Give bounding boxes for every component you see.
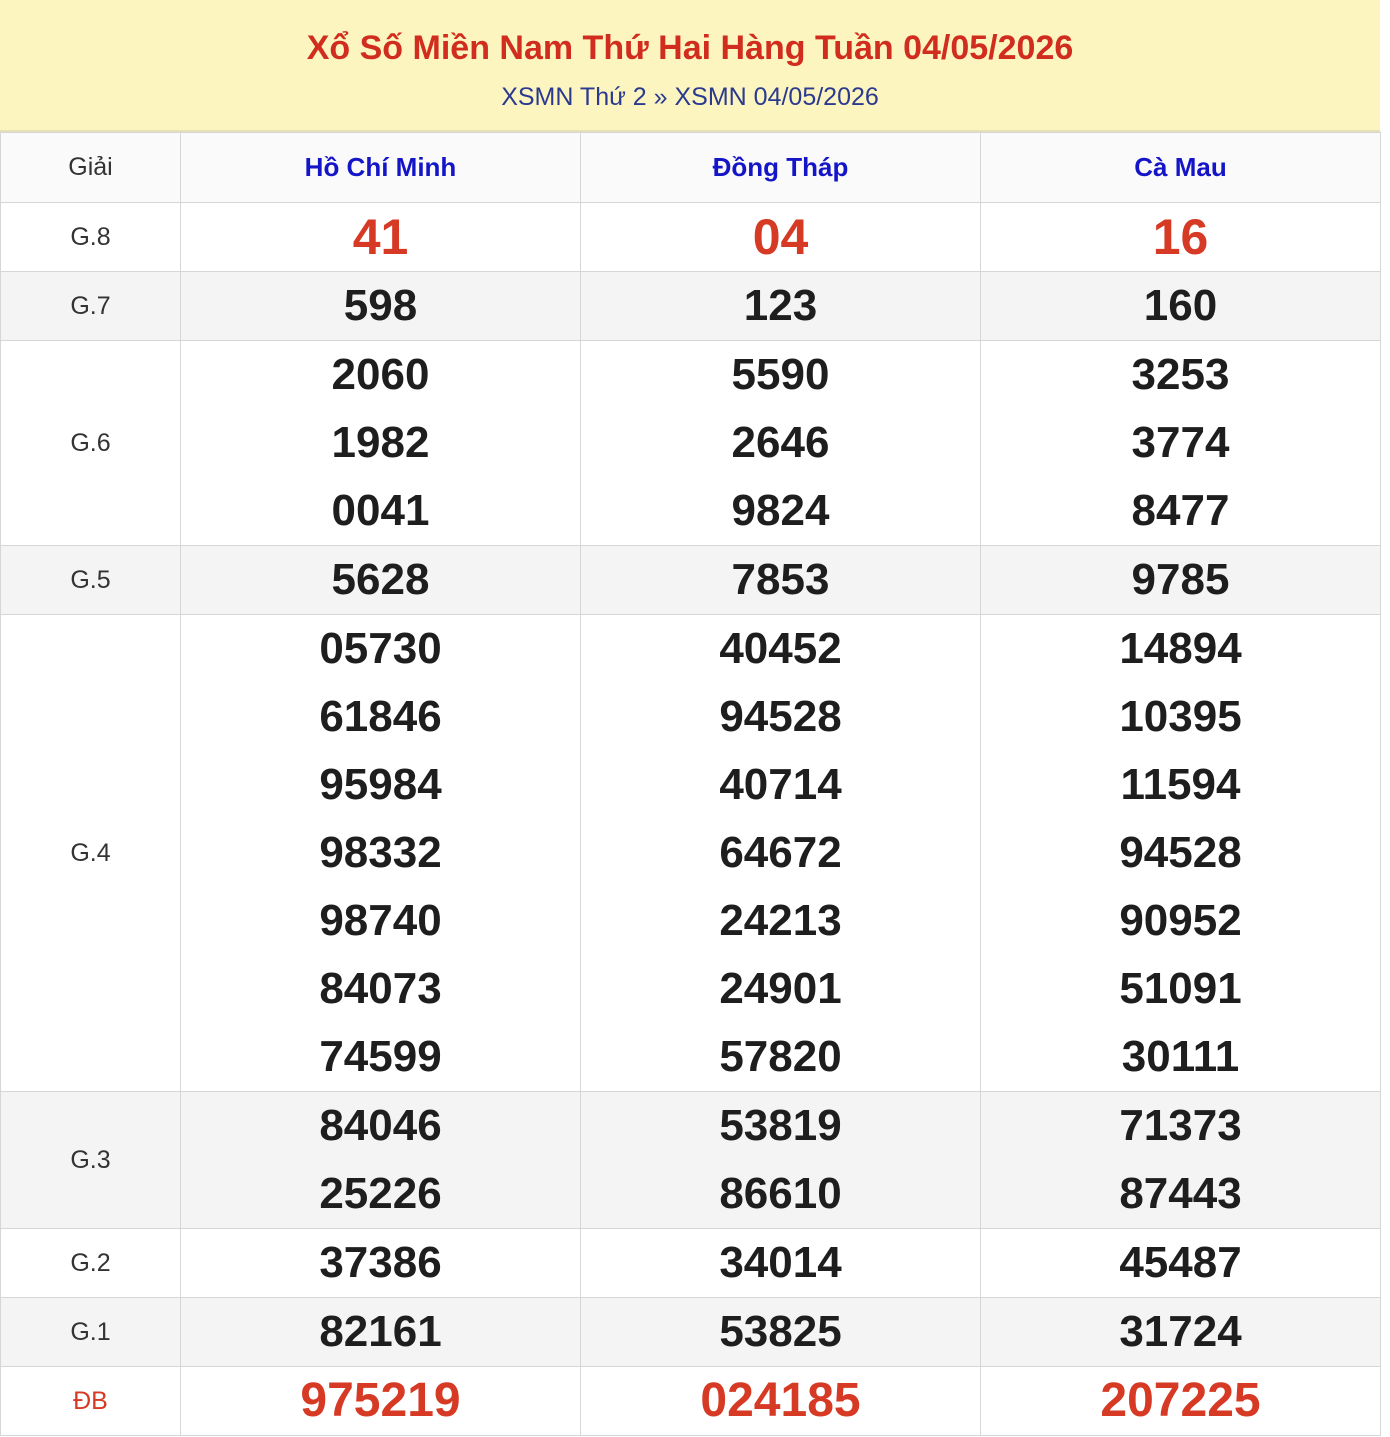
prize-cell — [981, 546, 1381, 615]
prize-number: 94528 — [719, 692, 842, 741]
prize-number: 9824 — [731, 486, 830, 535]
prize-cell — [181, 1298, 581, 1367]
prize-label: G.5 — [1, 546, 181, 615]
prize-cell — [181, 1367, 581, 1436]
prize-cell — [181, 546, 581, 615]
breadcrumb-link-date[interactable]: XSMN 04/05/2026 — [674, 83, 879, 111]
prize-number: 11594 — [1120, 760, 1241, 809]
prize-cell — [981, 203, 1381, 272]
prize-number: 04 — [752, 209, 809, 265]
prize-cell — [181, 615, 581, 1092]
column-header-prize: Giải — [1, 133, 181, 203]
prize-number: 2060 — [331, 350, 430, 399]
prize-cell — [981, 1092, 1381, 1229]
prize-number: 84046 — [319, 1101, 442, 1150]
prize-number: 94528 — [1119, 828, 1242, 877]
prize-number: 87443 — [1119, 1169, 1242, 1218]
prize-number: 5628 — [331, 555, 430, 604]
prize-label: ĐB — [1, 1367, 181, 1436]
prize-label: G.4 — [1, 615, 181, 1092]
column-header-province[interactable]: Đồng Tháp — [581, 133, 981, 203]
table-row — [1, 203, 1381, 272]
prize-cell — [181, 272, 581, 341]
prize-number: 95984 — [319, 760, 442, 809]
prize-number: 2646 — [731, 418, 830, 467]
prize-number: 8477 — [1131, 486, 1230, 535]
prize-cell — [981, 1367, 1381, 1436]
prize-cell — [581, 1367, 981, 1436]
prize-label: G.8 — [1, 203, 181, 272]
prize-number: 41 — [352, 209, 409, 265]
prize-number: 10395 — [1119, 692, 1242, 741]
column-header-province[interactable]: Cà Mau — [981, 133, 1381, 203]
prize-cell — [181, 341, 581, 546]
prize-number: 16 — [1152, 209, 1209, 265]
prize-number: 45487 — [1119, 1238, 1242, 1287]
breadcrumb — [0, 82, 1380, 112]
prize-number: 24901 — [719, 964, 842, 1013]
table-row — [1, 272, 1381, 341]
prize-cell — [181, 1092, 581, 1229]
prize-number: 1982 — [331, 418, 430, 467]
prize-number: 5590 — [731, 350, 830, 399]
prize-number: 40714 — [719, 760, 842, 809]
prize-number: 975219 — [300, 1374, 461, 1427]
breadcrumb-link-weekday[interactable]: XSMN Thứ 2 — [501, 83, 647, 111]
prize-number: 82161 — [319, 1307, 442, 1356]
prize-number: 0041 — [331, 486, 430, 535]
prize-number: 25226 — [319, 1169, 442, 1218]
prize-number: 31724 — [1119, 1307, 1242, 1356]
table-row — [1, 1092, 1381, 1229]
prize-cell — [981, 272, 1381, 341]
prize-cell — [981, 1229, 1381, 1298]
prize-label: G.6 — [1, 341, 181, 546]
prize-number: 3774 — [1131, 418, 1230, 467]
results-body — [1, 203, 1381, 1436]
prize-label: G.3 — [1, 1092, 181, 1229]
prize-cell — [981, 1298, 1381, 1367]
prize-cell — [581, 203, 981, 272]
table-row — [1, 546, 1381, 615]
prize-number: 86610 — [719, 1169, 842, 1218]
prize-number: 3253 — [1131, 350, 1230, 399]
prize-number: 24213 — [719, 896, 842, 945]
prize-number: 598 — [343, 281, 418, 330]
prize-number: 024185 — [700, 1374, 861, 1427]
prize-number: 123 — [743, 281, 818, 330]
table-header-row — [1, 133, 1381, 203]
prize-number: 207225 — [1100, 1374, 1261, 1427]
table-row — [1, 1298, 1381, 1367]
prize-number: 40452 — [719, 624, 842, 673]
prize-cell — [581, 615, 981, 1092]
table-row — [1, 1229, 1381, 1298]
prize-number: 71373 — [1119, 1101, 1242, 1150]
page-title: Xổ Số Miền Nam Thứ Hai Hàng Tuần 04/05/2026 — [306, 29, 1074, 67]
prize-number: 84073 — [319, 964, 442, 1013]
prize-label: G.1 — [1, 1298, 181, 1367]
prize-cell — [581, 1298, 981, 1367]
prize-number: 98332 — [319, 828, 442, 877]
prize-cell — [981, 341, 1381, 546]
prize-number: 9785 — [1131, 555, 1230, 604]
table-row — [1, 615, 1381, 1092]
prize-number: 74599 — [319, 1032, 442, 1081]
prize-number: 7853 — [731, 555, 830, 604]
prize-cell — [981, 615, 1381, 1092]
results-header — [0, 0, 1380, 132]
prize-cell — [581, 1092, 981, 1229]
column-header-province[interactable]: Hồ Chí Minh — [181, 133, 581, 203]
prize-number: 05730 — [319, 624, 442, 673]
prize-label: G.7 — [1, 272, 181, 341]
prize-cell — [181, 1229, 581, 1298]
table-row — [1, 341, 1381, 546]
prize-number: 53819 — [719, 1101, 842, 1150]
prize-number: 53825 — [719, 1307, 842, 1356]
prize-cell — [581, 341, 981, 546]
results-table — [0, 132, 1381, 1436]
table-row — [1, 1367, 1381, 1436]
prize-number: 34014 — [719, 1238, 842, 1287]
prize-number: 57820 — [719, 1032, 842, 1081]
prize-number: 14894 — [1119, 624, 1242, 673]
prize-number: 37386 — [319, 1238, 442, 1287]
prize-number: 98740 — [319, 896, 442, 945]
prize-cell — [581, 1229, 981, 1298]
prize-cell — [581, 546, 981, 615]
prize-number: 64672 — [719, 828, 842, 877]
prize-label: G.2 — [1, 1229, 181, 1298]
prize-number: 51091 — [1119, 964, 1242, 1013]
prize-number: 160 — [1143, 281, 1218, 330]
prize-number: 90952 — [1119, 896, 1242, 945]
prize-cell — [581, 272, 981, 341]
breadcrumb-separator: » — [653, 83, 668, 111]
prize-number: 30111 — [1121, 1032, 1240, 1081]
prize-cell — [181, 203, 581, 272]
prize-number: 61846 — [319, 692, 442, 741]
